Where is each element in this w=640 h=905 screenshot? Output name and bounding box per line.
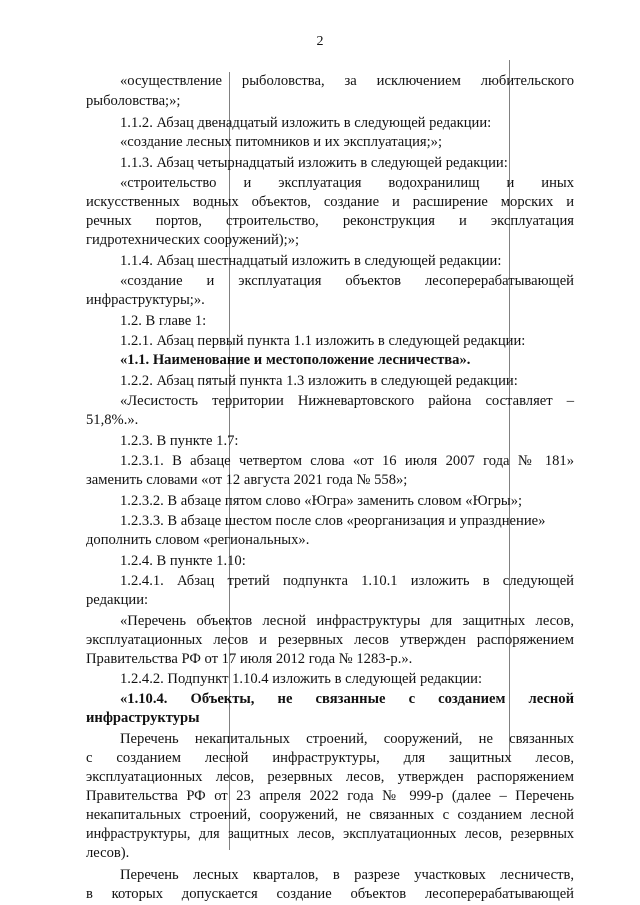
text-line: искусственных водных объектов, создание и расширение морских и <box>86 194 574 210</box>
text-line: 1.1.2. Абзац двенадцатый изложить в следующей редакции: <box>120 115 492 131</box>
text-line: эксплуатационных лесов и резервных лесов утвержден распоряжением <box>86 632 574 648</box>
text-line: 1.2. В главе 1: <box>120 313 207 329</box>
text-line: «создание и эксплуатация объектов лесоперерабатывающей <box>120 273 574 289</box>
text-line: 1.2.1. Абзац первый пункта 1.1 изложить в следующей редакции: <box>120 333 526 349</box>
text-line: 1.2.2. Абзац пятый пункта 1.3 изложить в следующей редакции: <box>120 373 518 389</box>
text-line: инфраструктуры <box>86 710 200 726</box>
text-line: 1.2.4.1. Абзац третий подпункта 1.10.1 изложить в следующей <box>120 573 574 589</box>
text-line: 51,8%.». <box>86 412 139 428</box>
text-line: речных портов, строительство, реконструкция и эксплуатация <box>86 213 574 229</box>
text-line: лесов). <box>86 845 130 861</box>
text-line: «1.10.4. Объекты, не связанные с созданием лесной <box>120 691 574 707</box>
text-line: «1.1. Наименование и местоположение лесничества». <box>120 352 471 368</box>
text-line: 1.1.4. Абзац шестнадцатый изложить в следующей редакции: <box>120 253 502 269</box>
text-line: некапитальных строений, сооружений, не связанных с созданием лесной <box>86 807 574 823</box>
text-line: 1.2.3.1. В абзаце четвертом слова «от 16 июля 2007 года № 181» <box>120 453 574 469</box>
page-number: 2 <box>316 34 324 49</box>
text-line: «Лесистость территории Нижневартовского района составляет – <box>120 393 574 409</box>
text-line: 1.1.3. Абзац четырнадцатый изложить в следующей редакции: <box>120 155 508 171</box>
text-line: «Перечень объектов лесной инфраструктуры для защитных лесов, <box>120 613 574 629</box>
text-line: дополнить словом «региональных». <box>86 532 310 548</box>
text-line: в которых допускается создание объектов лесоперерабатывающей <box>86 886 574 902</box>
text-line: 1.2.3.3. В абзаце шестом после слов «реорганизация и упразднение» <box>120 513 546 529</box>
text-line: инфраструктуры, для защитных лесов, эксплуатационных лесов, резервных <box>86 826 574 842</box>
text-line: 1.2.3.2. В абзаце пятом слово «Югра» заменить словом «Югры»; <box>120 493 523 509</box>
text-line: Перечень некапитальных строений, сооружений, не связанных <box>120 731 574 747</box>
text-line: Перечень лесных кварталов, в разрезе участковых лесничеств, <box>120 867 574 883</box>
text-line: с созданием лесной инфраструктуры, для защитных лесов, <box>86 750 574 766</box>
text-line: эксплуатационных лесов, резервных лесов, утвержден распоряжением <box>86 769 574 785</box>
text-line: редакции: <box>86 592 149 608</box>
text-line: 1.2.4. В пункте 1.10: <box>120 553 246 569</box>
text-line: 1.2.4.2. Подпункт 1.10.4 изложить в следующей редакции: <box>120 671 483 687</box>
text-line: инфраструктуры;». <box>86 292 205 308</box>
text-line: «создание лесных питомников и их эксплуатация;»; <box>120 134 442 150</box>
text-line: Правительства РФ от 17 июля 2012 года № 1283-р.». <box>86 651 413 667</box>
text-line: Правительства РФ от 23 апреля 2022 года № 999-р (далее – Перечень <box>86 788 574 804</box>
text-line: заменить словами «от 12 августа 2021 года № 558»; <box>86 472 408 488</box>
text-line: гидротехнических сооружений);»; <box>86 232 300 248</box>
text-line: 1.2.3. В пункте 1.7: <box>120 433 239 449</box>
text-line: «строительство и эксплуатация водохранилищ и иных <box>120 175 574 191</box>
text-line: рыболовства;»; <box>86 93 181 109</box>
text-line: «осуществление рыболовства, за исключением любительского <box>120 73 574 89</box>
